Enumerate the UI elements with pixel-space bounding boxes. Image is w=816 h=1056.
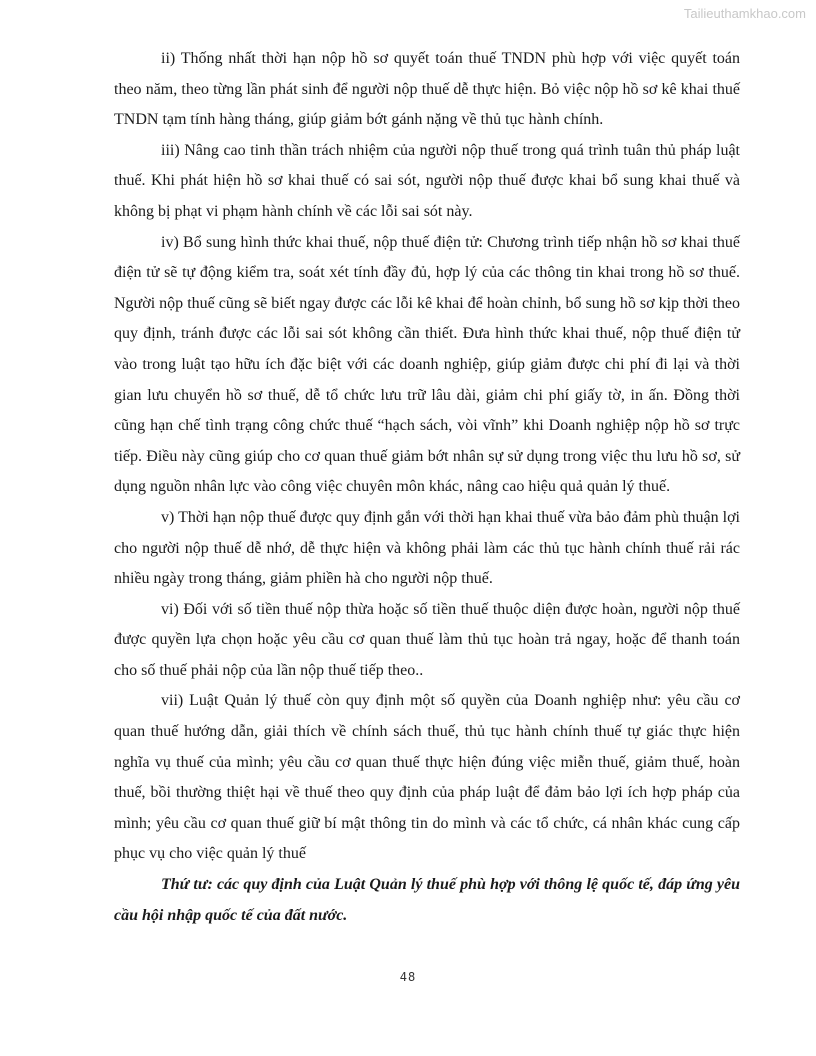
body-text <box>114 44 740 931</box>
paragraph-v: v) Thời hạn nộp thuế được quy định gắn với thời hạn khai thuế vừa bảo đảm phù thuận lợi cho người nộp thuế dễ nhớ, dễ thực hiện và không phải làm các thủ tục hành chính thuế rải rác nhiều ngày trong tháng, giảm phiền hà cho người nộp thuế. <box>114 508 740 588</box>
paragraph-iv: iv) Bổ sung hình thức khai thuế, nộp thuế điện tử: Chương trình tiếp nhận hồ sơ khai thuế điện tử sẽ tự động kiểm tra, soát xét tính đầy đủ, hợp lý của các thông tin khai trong hồ sơ thuế. Người nộp thuế cũng sẽ biết ngay được các lỗi kê khai để hoàn chỉnh, bổ sung hồ sơ kịp thời theo quy định, tránh được các lỗi sai sót không cần thiết. Đưa hình thức khai thuế, nộp thuế điện tử vào trong luật tạo hữu ích đặc biệt với các doanh nghiệp, giúp giảm được chi phí đi lại và thời gian lưu chuyển hồ sơ thuế, dễ tổ chức lưu trữ lâu dài, giảm chi phí giấy tờ, in ấn. Đồng thời cũng hạn chế tình trạng công chức thuế “hạch sách, vòi vĩnh” khi Doanh nghiệp nộp hồ sơ trực tiếp. Điều này cũng giúp cho cơ quan thuế giảm bớt nhân sự sử dụng trong việc thu lưu hồ sơ, sử dụng nguồn nhân lực vào công việc chuyên môn khác, nâng cao hiệu quả quản lý thuế. <box>114 233 740 496</box>
page-number: 48 <box>399 970 417 984</box>
paragraph-vi: vi) Đối với số tiền thuế nộp thừa hoặc số tiền thuế thuộc diện được hoàn, người nộp thuế được quyền lựa chọn hoặc yêu cầu cơ quan thuế làm thủ tục hoàn trả ngay, hoặc để thanh toán cho số thuế phải nộp của lần nộp thuế tiếp theo.. <box>114 600 740 679</box>
paragraph-vii: vii) Luật Quản lý thuế còn quy định một số quyền của Doanh nghiệp như: yêu cầu cơ quan thuế hướng dẫn, giải thích về chính sách thuế, thủ tục hành chính thuế tự giác thực hiện nghĩa vụ thuế của mình; yêu cầu cơ quan thuế thực hiện đúng việc miễn thuế, giảm thuế, hoàn thuế, bồi thường thiệt hại về thuế theo quy định của pháp luật để đảm bảo lợi ích hợp pháp của mình; yêu cầu cơ quan thuế giữ bí mật thông tin do mình và các tổ chức, cá nhân khác cung cấp phục vụ cho việc quản lý thuế <box>114 692 740 863</box>
paragraph-ii: ii) Thống nhất thời hạn nộp hồ sơ quyết toán thuế TNDN phù hợp với việc quyết toán theo năm, theo từng lần phát sinh để người nộp thuế dễ thực hiện. Bỏ việc nộp hồ sơ kê khai thuế TNDN tạm tính hàng tháng, giúp giảm bớt gánh nặng về thủ tục hành chính. <box>114 50 740 129</box>
section-heading: Thứ tư: các quy định của Luật Quản lý thuế phù hợp với thông lệ quốc tế, đáp ứng yêu cầu hội nhập quốc tế của đất nước. <box>114 876 740 924</box>
paragraph-iii: iii) Nâng cao tinh thần trách nhiệm của người nộp thuế trong quá trình tuân thủ pháp luật thuế. Khi phát hiện hồ sơ khai thuế có sai sót, người nộp thuế được khai bổ sung khai thuế và không bị phạt vi phạm hành chính về các lỗi sai sót này. <box>114 141 740 220</box>
watermark: Tailieuthamkhao.com <box>683 6 806 21</box>
